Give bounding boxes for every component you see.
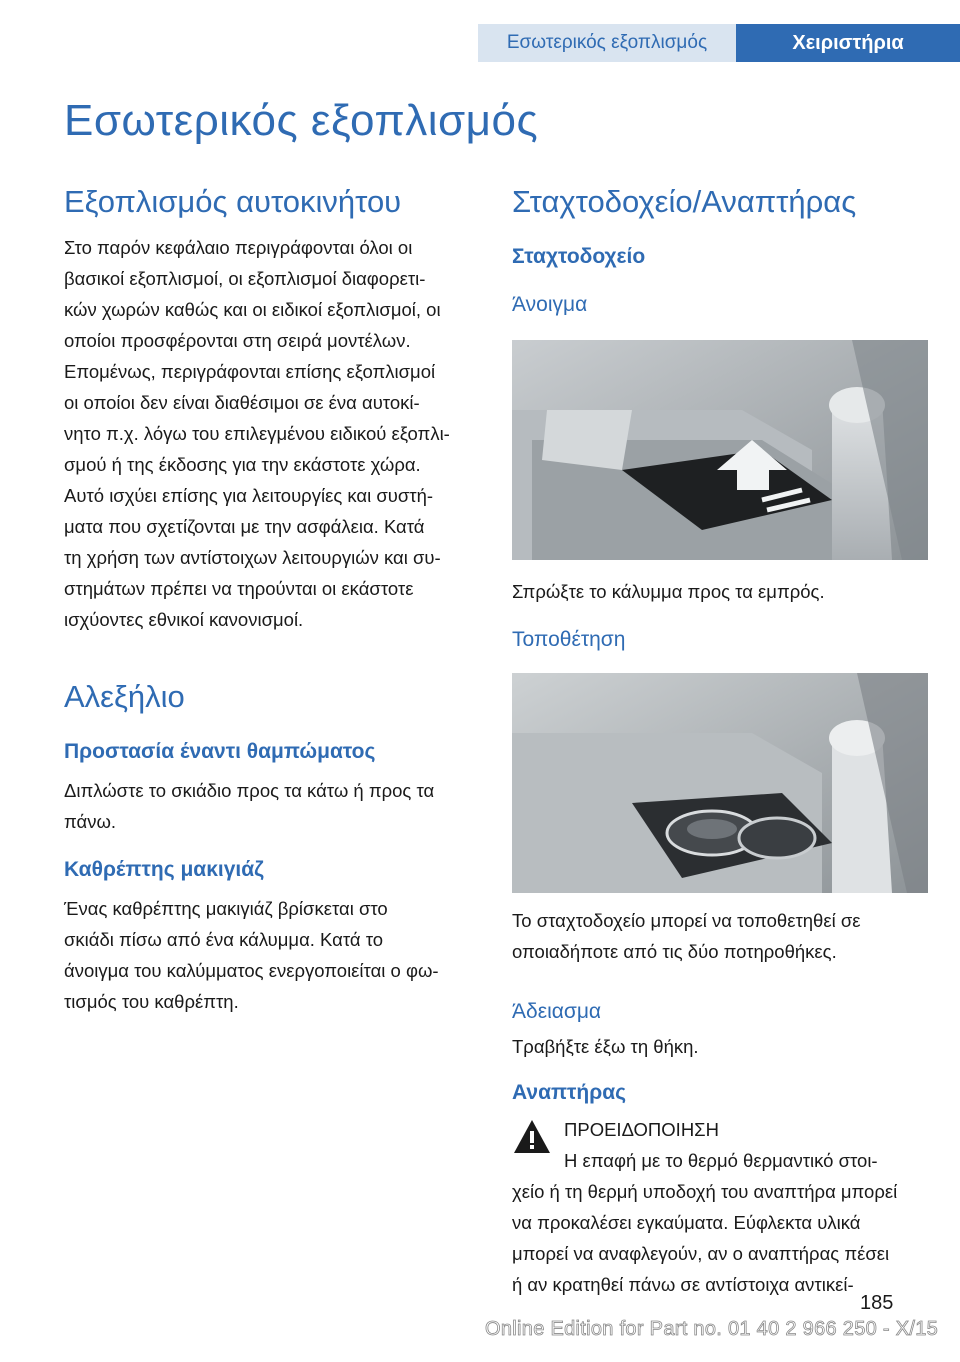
header-chapter-label: Χειριστήρια	[736, 24, 960, 62]
lighter-warning	[512, 1114, 932, 1300]
equipment-heading: Εξοπλισμός αυτοκινήτου	[64, 184, 402, 219]
opening-heading: Άνοιγμα	[512, 293, 588, 316]
ashtray-heading: Σταχτοδοχείο	[512, 245, 646, 268]
vanity-mirror-paragraph: Ένας καθρέπτης μακιγιάζ βρίσκεται στο σκιάδι πίσω από ένα κάλυμμα. Κατά το άνοιγμα του καλύμματος ενεργοποιείται ο φω- τισμός του καθρέπτη.	[64, 898, 439, 1012]
header-section-label: Εσωτερικός εξοπλισμός	[478, 24, 736, 62]
ashtray-lighter-heading: Σταχτοδοχείο/Αναπτήρας	[512, 184, 857, 219]
ashtray-placement-photo	[512, 673, 928, 893]
glare-protection-paragraph: Διπλώστε το σκιάδιο προς τα κάτω ή προς τα πάνω.	[64, 780, 435, 832]
ashtray-opening-photo	[512, 340, 928, 560]
page-header	[0, 0, 960, 62]
placement-paragraph: Το σταχτοδοχείο μπορεί να τοποθετηθεί σε οποιαδήποτε από τις δύο ποτηροθήκες.	[512, 910, 861, 962]
emptying-paragraph: Τραβήξτε έξω τη θήκη.	[512, 1036, 699, 1057]
warning-paragraph: χείο ή τη θερμή υποδοχή του αναπτήρα μπορεί να προκαλέσει εγκαύματα. Εύφλεκτα υλικά μπορεί να αναφλεγούν, αν ο αναπτήρας πέσει ή αν κρατηθεί πάνω σε αντίστοιχα αντικεί-	[512, 1181, 898, 1295]
placement-heading: Τοποθέτηση	[512, 628, 626, 651]
lighter-heading: Αναπτήρας	[512, 1081, 627, 1104]
page-number: 185	[860, 1292, 894, 1314]
warning-title: ΠΡΟΕΙΔΟΠΟΙΗΣΗ	[564, 1119, 719, 1140]
page-title: Εσωτερικός εξοπλισμός	[64, 96, 539, 145]
opening-caption: Σπρώξτε το κάλυμμα προς τα εμπρός.	[512, 581, 825, 602]
emptying-heading: Άδειασμα	[512, 1000, 602, 1023]
left-column	[64, 180, 484, 1017]
glare-protection-heading: Προστασία έναντι θαμπώματος	[64, 740, 376, 763]
equipment-paragraph: Στο παρόν κεφάλαιο περιγράφονται όλοι οι βασικοί εξοπλισμοί, οι εξοπλισμοί διαφορετι- κών χωρών καθώς και οι ειδικοί εξοπλισμοί, οι οποίοι προσφέρονται στη σειρά μοντέλων. Επομένως, περιγράφονται επίσης εξοπλισμοί οι οποίοι δεν είναι διαθέσιμοι σε ένα αυτοκί- νητο π.χ. λόγω του επιλεγμένου ειδικού εξοπλι- σμού ή της έκδοσης για την εκάστοτε χώρα. Αυτό ισχύει επίσης για λειτουργίες και συστή- ματα που σχετίζονται με την ασφάλεια. Κατά τη χρήση των αντίστοιχων λειτουργιών και συ- στημάτων πρέπει να τηρούνται οι εκάστοτε ισχύοντες εθνικοί κανονισμοί.	[64, 237, 450, 630]
right-column	[512, 180, 932, 1300]
warning-triangle-icon	[512, 1118, 552, 1156]
footer-edition: Online Edition for Part no. 01 40 2 966 250 - X/15	[485, 1318, 939, 1340]
warning-first-line: Η επαφή με το θερμό θερμαντικό στοι-	[564, 1150, 878, 1171]
vanity-mirror-heading: Καθρέπτης μακιγιάζ	[64, 858, 264, 881]
sunvisor-heading: Αλεξήλιο	[64, 679, 185, 714]
